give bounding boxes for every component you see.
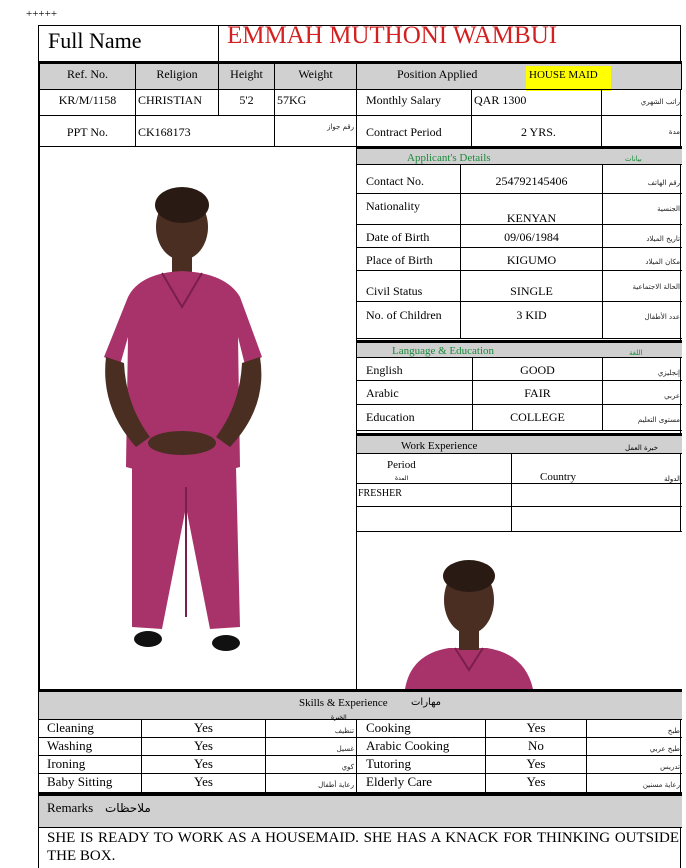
- monthly-salary-value: QAR 1300: [471, 89, 602, 116]
- arabic-arabic: عربي: [602, 380, 682, 405]
- ref-no-value: KR/M/1158: [39, 89, 136, 116]
- full-body-photo: [39, 146, 357, 690]
- nationality-label: Nationality: [356, 193, 461, 225]
- country-label: Country: [540, 471, 577, 483]
- remarks-label: Remarks: [47, 800, 94, 815]
- skill-arabic: رعاية أطفال: [265, 773, 357, 793]
- applicant-details-arabic: بيانات: [625, 155, 642, 163]
- work-experience-header: [356, 433, 682, 454]
- place-of-birth-label: Place of Birth: [356, 247, 461, 271]
- weight-value: 57KG: [274, 89, 357, 116]
- skills-arabic: مهارات: [411, 697, 442, 708]
- period-arabic: المدة: [395, 475, 409, 482]
- corner-marks: +++++: [26, 8, 58, 20]
- skill-arabic: طبخ: [586, 719, 682, 738]
- ppt-arabic: رقم جواز: [274, 115, 357, 147]
- position-value: HOUSE MAID: [526, 66, 611, 91]
- education-label: Education: [356, 404, 473, 431]
- civil-status-arabic: الحالة الاجتماعية: [602, 270, 682, 302]
- language-education-title: Language & Education: [392, 345, 495, 357]
- skills-title: Skills & Experience: [299, 697, 388, 709]
- english-value: GOOD: [472, 357, 603, 381]
- headshot-photo: [356, 531, 682, 690]
- full-name-label: Full Name: [39, 26, 219, 62]
- nationality-value: KENYAN: [460, 193, 603, 225]
- skill-arabic: رعاية مسنين: [586, 773, 682, 793]
- height-value: 5'2: [218, 89, 275, 116]
- place-of-birth-value: KIGUMO: [460, 247, 603, 271]
- skill-value: Yes: [485, 755, 587, 774]
- civil-status-label: Civil Status: [356, 270, 461, 302]
- contact-no-value: 254792145406: [460, 164, 603, 194]
- remarks-arabic: ملاحظات: [105, 801, 151, 815]
- country-header: [511, 453, 682, 484]
- period-label: Period: [387, 459, 416, 471]
- ref-no-header: Ref. No.: [39, 61, 136, 90]
- skill-value: Yes: [485, 773, 587, 793]
- language-education-arabic: اللغة: [629, 349, 643, 357]
- skill-label: Elderly Care: [356, 773, 486, 793]
- skill-value: Yes: [141, 719, 266, 738]
- work-experience-arabic: خبرة العمل: [625, 444, 658, 452]
- full-body-portrait-image: [40, 147, 356, 689]
- english-label: English: [356, 357, 473, 381]
- full-name-value: EMMAH MUTHONI WAMBUI: [218, 26, 681, 62]
- monthly-salary-arabic: راتب الشهري: [601, 89, 682, 116]
- date-of-birth-value: 09/06/1984: [460, 224, 603, 248]
- place-of-birth-arabic: مكان الميلاد: [602, 247, 682, 271]
- children-value: 3 KID: [460, 301, 603, 339]
- date-of-birth-label: Date of Birth: [356, 224, 461, 248]
- arabic-value: FAIR: [472, 380, 603, 405]
- position-applied-label: Position Applied: [397, 67, 478, 81]
- work-row-period: [356, 506, 512, 532]
- applicant-details-title: Applicant's Details: [407, 152, 491, 164]
- applicant-details-header: [356, 146, 682, 165]
- skill-arabic: تنظيف: [265, 719, 357, 738]
- english-arabic: إنجليزي: [602, 357, 682, 381]
- skill-arabic: طبخ عربي: [586, 737, 682, 756]
- nationality-arabic: الجنسية: [602, 193, 682, 225]
- children-label: No. of Children: [356, 301, 461, 339]
- education-value: COLLEGE: [472, 404, 603, 431]
- children-arabic: عدد الأطفال: [602, 301, 682, 339]
- skill-label: Arabic Cooking: [356, 737, 486, 756]
- contract-period-label: Contract Period: [356, 115, 472, 147]
- skills-sub-arabic: الخبرة: [331, 714, 347, 721]
- cv-form: [38, 22, 682, 868]
- skill-label: Tutoring: [356, 755, 486, 774]
- date-of-birth-arabic: تاريخ الميلاد: [602, 224, 682, 248]
- skill-value: Yes: [141, 773, 266, 793]
- language-education-header: [356, 340, 682, 358]
- work-row-country: [511, 506, 682, 532]
- weight-header: Weight: [274, 61, 357, 90]
- skill-value: Yes: [141, 737, 266, 756]
- remarks-header: [39, 793, 682, 828]
- civil-status-value: SINGLE: [460, 270, 603, 302]
- skills-header: [39, 689, 682, 720]
- skill-value: Yes: [141, 755, 266, 774]
- headshot-portrait-image: [357, 532, 681, 689]
- religion-header: Religion: [135, 61, 219, 90]
- skill-value: Yes: [485, 719, 587, 738]
- skill-label: Cleaning: [39, 719, 142, 738]
- ppt-value: CK168173: [135, 115, 275, 147]
- work-row-country: [511, 483, 682, 507]
- work-row-period: FRESHER: [356, 483, 512, 507]
- skill-label: Ironing: [39, 755, 142, 774]
- contract-period-value: 2 YRS.: [471, 115, 602, 147]
- country-arabic: الدولة: [664, 475, 682, 483]
- contract-period-arabic: مدة: [601, 115, 682, 147]
- position-applied-header: [356, 61, 682, 90]
- skill-label: Baby Sitting: [39, 773, 142, 793]
- skill-label: Cooking: [356, 719, 486, 738]
- religion-value: CHRISTIAN: [135, 89, 219, 116]
- height-header: Height: [218, 61, 275, 90]
- contact-no-label: Contact No.: [356, 164, 461, 194]
- education-arabic: مستوى التعليم: [602, 404, 682, 431]
- skill-arabic: كوي: [265, 755, 357, 774]
- remarks-text: SHE IS READY TO WORK AS A HOUSEMAID. SHE HAS A KNACK FOR THINKING OUTSIDE THE BOX.: [47, 830, 679, 864]
- work-experience-title: Work Experience: [401, 440, 478, 452]
- skill-label: Washing: [39, 737, 142, 756]
- skill-arabic: غسيل: [265, 737, 357, 756]
- arabic-label: Arabic: [356, 380, 473, 405]
- contact-no-arabic: رقم الهاتف: [602, 164, 682, 194]
- skill-value: No: [485, 737, 587, 756]
- monthly-salary-label: Monthly Salary: [356, 89, 472, 116]
- ppt-label: PPT No.: [39, 115, 136, 147]
- skill-arabic: تدريس: [586, 755, 682, 774]
- period-header: [356, 453, 512, 484]
